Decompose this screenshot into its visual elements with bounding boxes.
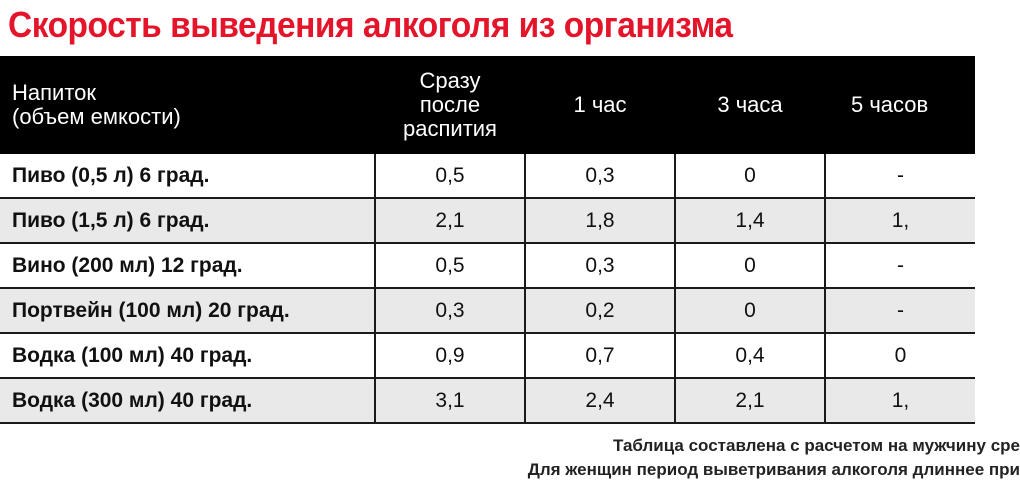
- cell-5-hours: -: [825, 288, 975, 333]
- footnote-men: Таблица составлена с расчетом на мужчину сре: [613, 436, 1020, 455]
- alcohol-table-container: [0, 56, 929, 426]
- cell-1-hour: 1,8: [525, 198, 675, 243]
- header-immediately-line1: Сразу: [419, 68, 481, 93]
- header-1-hour-label: 1 час: [573, 92, 627, 117]
- header-3-hours: [675, 56, 825, 154]
- cell-5-hours: -: [825, 243, 975, 288]
- header-immediately: [375, 56, 525, 154]
- cell-immediately: 0,5: [375, 154, 525, 198]
- cell-3-hours: 0: [675, 288, 825, 333]
- cell-immediately: 0,9: [375, 333, 525, 378]
- cell-immediately: 0,3: [375, 288, 525, 333]
- table-row: [0, 198, 975, 243]
- table-row: [0, 154, 975, 198]
- header-5-hours-label: 5 часов: [851, 92, 929, 117]
- header-immediately-line3: распития: [403, 116, 497, 141]
- row-drink-name: Пиво (0,5 л) 6 град.: [0, 154, 375, 198]
- cell-5-hours: 1,: [825, 378, 975, 423]
- alcohol-elimination-table: [0, 56, 975, 424]
- footnote-women: Для женщин период выветривания алкоголя длиннее при: [527, 460, 1020, 479]
- row-drink-name: Портвейн (100 мл) 20 град.: [0, 288, 375, 333]
- header-5-hours: [825, 56, 975, 154]
- table-row: [0, 378, 975, 423]
- row-drink-name: Водка (100 мл) 40 град.: [0, 333, 375, 378]
- cell-1-hour: 2,4: [525, 378, 675, 423]
- header-3-hours-label: 3 часа: [717, 92, 783, 117]
- table-row: [0, 288, 975, 333]
- cell-3-hours: 0: [675, 154, 825, 198]
- cell-3-hours: 1,4: [675, 198, 825, 243]
- cell-1-hour: 0,2: [525, 288, 675, 333]
- table-row: [0, 243, 975, 288]
- row-drink-name: Водка (300 мл) 40 град.: [0, 378, 375, 423]
- cell-1-hour: 0,3: [525, 154, 675, 198]
- cell-3-hours: 2,1: [675, 378, 825, 423]
- table-header-row: [0, 56, 975, 154]
- header-immediately-line2: после: [419, 92, 481, 117]
- cell-immediately: 2,1: [375, 198, 525, 243]
- header-drink: [0, 56, 375, 154]
- row-drink-name: Пиво (1,5 л) 6 град.: [0, 198, 375, 243]
- cell-1-hour: 0,3: [525, 243, 675, 288]
- page-title: Скорость выведения алкоголя из организма: [8, 4, 733, 45]
- cell-5-hours: 1,: [825, 198, 975, 243]
- cell-5-hours: 0: [825, 333, 975, 378]
- cell-immediately: 0,5: [375, 243, 525, 288]
- header-1-hour: [525, 56, 675, 154]
- cell-1-hour: 0,7: [525, 333, 675, 378]
- cell-5-hours: -: [825, 154, 975, 198]
- header-drink-line1: Напиток: [12, 80, 97, 105]
- header-drink-line2: (объем емкости): [12, 104, 181, 129]
- cell-3-hours: 0: [675, 243, 825, 288]
- row-drink-name: Вино (200 мл) 12 град.: [0, 243, 375, 288]
- cell-immediately: 3,1: [375, 378, 525, 423]
- cell-3-hours: 0,4: [675, 333, 825, 378]
- table-row: [0, 333, 975, 378]
